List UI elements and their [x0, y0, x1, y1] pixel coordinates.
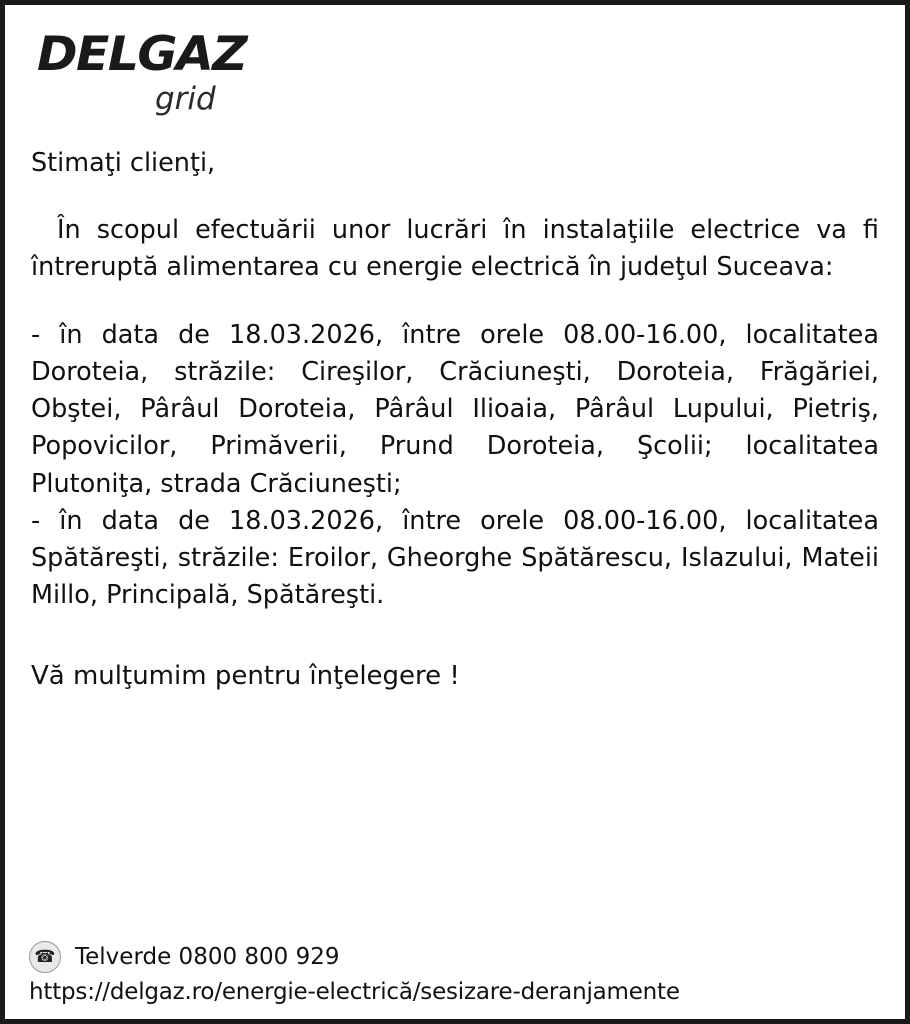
telephone-icon: ☎ [29, 941, 61, 973]
intro-paragraph: În scopul efectuării unor lucrări în instalaţiile electrice va fi întreruptă alimentarea cu energie electrică în judeţul Suceava: [31, 215, 879, 283]
phone-row [29, 941, 881, 973]
notice-footer [29, 941, 881, 1005]
delgaz-logo [29, 27, 881, 123]
spacer [31, 287, 879, 317]
phone-label: Telverde 0800 800 929 [75, 944, 340, 970]
website-link[interactable]: https://delgaz.ro/energie-electrică/sesizare-deranjamente [29, 979, 680, 1005]
logo-subtext: grid [155, 81, 216, 117]
greeting-line: Stimaţi clienţi, [31, 148, 216, 178]
outage-entry-2: - în data de 18.03.2026, între orele 08.00-16.00, localitatea Spătăreşti, străzile: Eroilor, Gheorghe Spătărescu, Islazului, Mateii Millo, Principală, Spătăreşti. [31, 505, 879, 611]
thanks-line: Vă mulţumim pentru înţelegere ! [31, 661, 460, 692]
notice-body [29, 145, 881, 696]
logo-wordmark: DELGAZ [37, 27, 247, 82]
outage-entry-1: - în data de 18.03.2026, între orele 08.00-16.00, localitatea Doroteia, străzile: Cireşilor, Crăciuneşti, Doroteia, Frăgăriei, Obştei, Pârâul Doroteia, Pârâul Ilioaia, Pârâul Lupului, Pietriş, Popovicilor, Primăverii, Prund Doroteia, Şcolii; localitatea Plutoniţa, strada Crăciuneşti; [31, 319, 879, 499]
